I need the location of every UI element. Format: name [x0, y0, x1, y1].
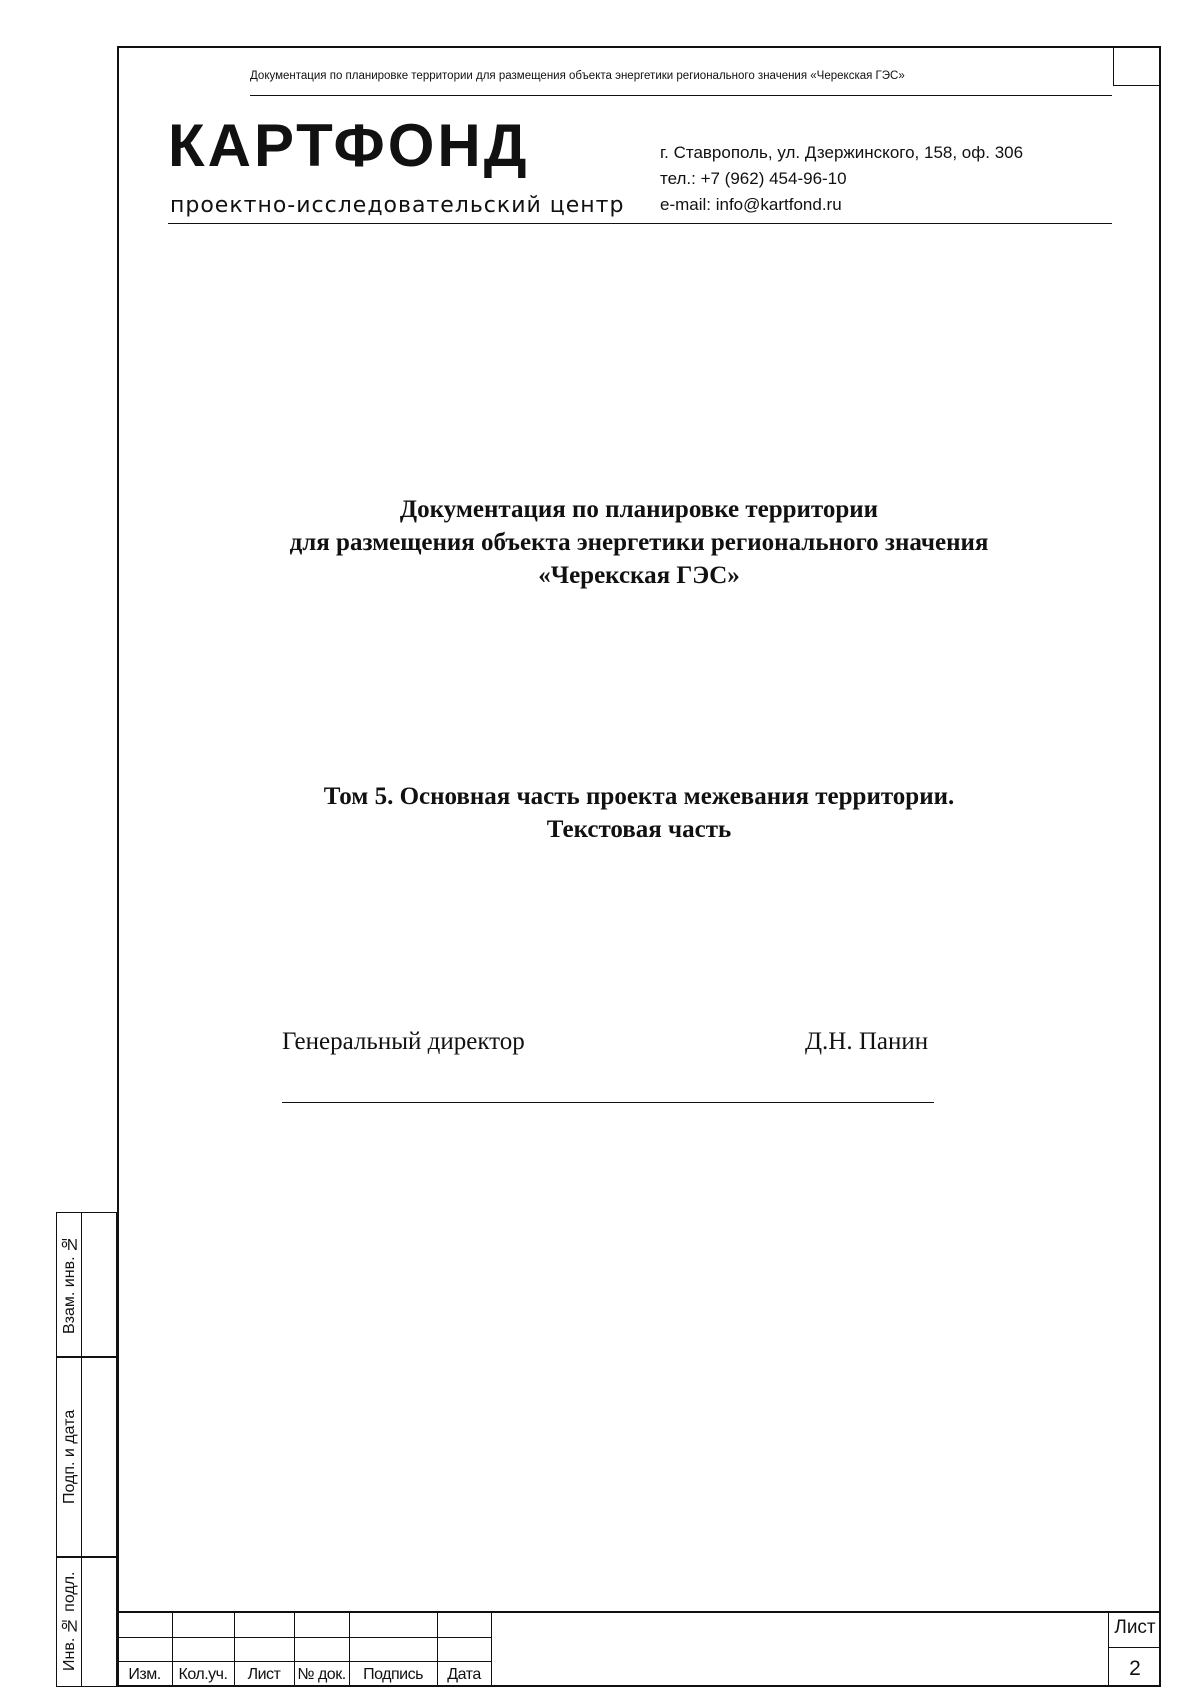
side-label-inv: Инв. № подл.	[61, 1571, 78, 1672]
side-label-vzam: Взам. инв. №	[61, 1235, 78, 1335]
title-line-2: для размещения объекта энергетики регионального значения	[289, 529, 989, 556]
title-block-row	[117, 1661, 491, 1662]
logo-wordmark: КАРТФОНД	[168, 112, 530, 179]
side-divider	[81, 1213, 82, 1357]
title-line-1: Документация по планировке территории	[399, 496, 879, 523]
side-divider	[81, 1557, 82, 1686]
signatory-name: Д.Н. Панин	[805, 1028, 929, 1055]
document-title	[117, 493, 1161, 592]
header-sheet-box	[1113, 46, 1161, 86]
col-label-date: Дата	[447, 1666, 481, 1683]
contact-phone: тел.: +7 (962) 454-96-10	[660, 169, 847, 188]
side-field-vzam	[56, 1212, 117, 1358]
sheet-number-box	[1108, 1613, 1161, 1687]
col-label-list: Лист	[247, 1666, 281, 1683]
side-divider	[81, 1357, 82, 1557]
header-divider	[250, 95, 1112, 96]
signature-line	[282, 1102, 934, 1103]
volume-title	[117, 780, 1161, 846]
side-field-podp	[56, 1356, 117, 1558]
logo-divider	[168, 223, 1112, 224]
page-frame	[117, 46, 1161, 1687]
sheet-divider	[1109, 1647, 1161, 1648]
logo-subtitle: проектно-исследовательский центр	[170, 193, 625, 218]
title-block	[117, 1611, 1161, 1687]
contact-email: e-mail: info@kartfond.ru	[660, 195, 842, 214]
title-block-col	[491, 1613, 492, 1687]
sheet-label: Лист	[1114, 1617, 1156, 1638]
volume-line-1: Том 5. Основная часть проекта межевания территории.	[323, 783, 955, 810]
company-logo	[168, 112, 530, 179]
title-block-row	[117, 1637, 491, 1638]
col-label-izm: Изм.	[128, 1666, 161, 1683]
side-label-podp: Подп. и дата	[61, 1409, 78, 1505]
header-note: Документация по планировке территории для размещения объекта энергетики регионального значения «Черекская ГЭС»	[250, 70, 905, 82]
volume-line-2: Текстовая часть	[546, 816, 732, 843]
sheet-number: 2	[1129, 1657, 1141, 1680]
side-field-inv	[56, 1556, 117, 1687]
col-label-doc-num: № док.	[297, 1666, 346, 1683]
title-line-3: «Черекская ГЭС»	[538, 562, 740, 589]
col-label-kol-uch: Кол.уч.	[178, 1666, 228, 1683]
contact-address: г. Ставрополь, ул. Дзержинского, 158, оф. 306	[660, 143, 1024, 162]
signatory-position: Генеральный директор	[282, 1028, 525, 1055]
col-label-signature: Подпись	[363, 1666, 423, 1683]
